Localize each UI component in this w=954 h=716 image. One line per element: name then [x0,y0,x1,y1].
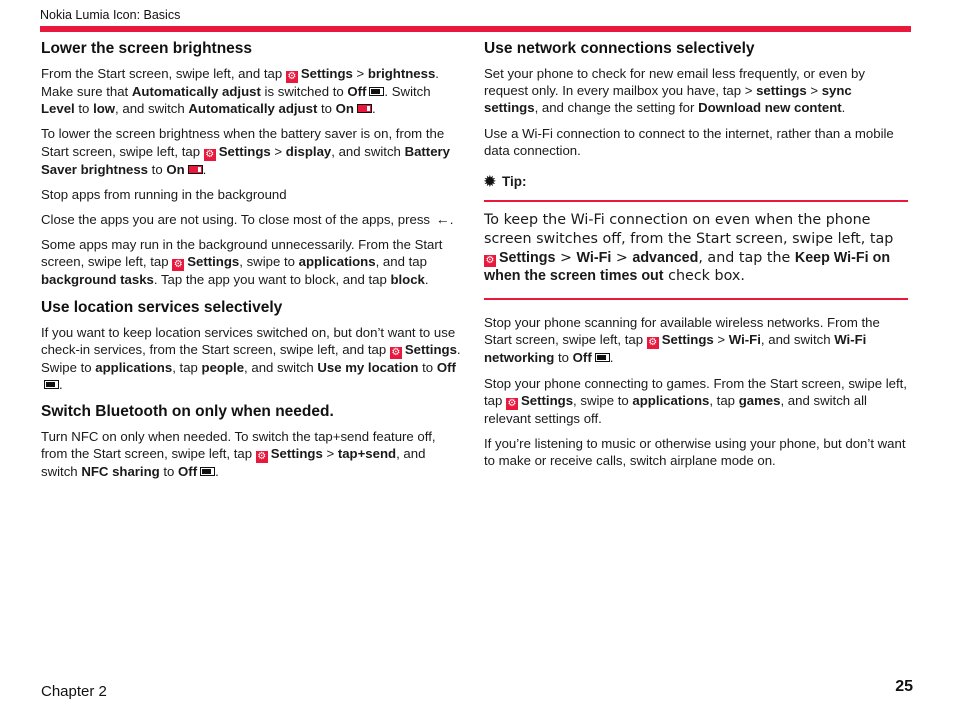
section-bluetooth [41,403,465,480]
paragraph: Turn NFC on only when needed. To switch the tap+send feature off, from the Start screen, swipe left, tap ⚙ Settings > tap+send, and switch NFC sharing to Off . [41,429,436,480]
gear-icon: ⚙ [257,451,267,463]
lightbulb-icon: ✹ [484,173,496,190]
toggle-on-icon [357,104,372,113]
gear-icon: ⚙ [391,346,401,358]
paragraph: Stop your phone scanning for available wireless networks. From the Start screen, swipe left, tap ⚙ Settings > Wi-Fi, and switch Wi-Fi networking to Off . [484,315,880,366]
paragraph: If you’re listening to music or otherwise using your phone, but don’t want to make or receive calls, switch airplane mode on. [484,436,906,469]
section-brightness [41,40,465,289]
gear-icon: ⚙ [287,71,297,82]
tip-text: To keep the Wi-Fi connection on even when the phone screen switches off, from the Start screen, swipe left, tap ⚙ Settings > Wi-Fi > advanced, and tap the Keep Wi-Fi on when the screen times out check box. [484,212,894,285]
toggle-off-icon [200,467,215,476]
section-scan [484,314,908,469]
gear-icon: ⚙ [485,254,495,266]
header-rule [40,26,911,32]
paragraph: From the Start screen, swipe left, and tap ⚙ Settings > brightness. Make sure that Automatically adjust is switched to Off . Switch Level to low, and switch Automatically adjust to On . [41,66,439,117]
gear-icon: ⚙ [205,148,215,160]
page-number: 25 [895,678,913,695]
paragraph: Set your phone to check for new email less frequently, or even by request only. In every mailbox you have, tap > settings > sync settings, and change the setting for Download new content. [484,66,865,116]
gear-icon: ⚙ [507,397,517,409]
toggle-on-icon [188,165,203,174]
section-heading: Use network connections selectively [484,40,755,57]
section-network [484,40,908,159]
header-title: Nokia Lumia Icon: Basics [40,8,181,22]
paragraph: Stop apps from running in the background [41,186,287,202]
left-column [41,40,465,489]
tip-box [484,200,908,300]
paragraph: Stop your phone connecting to games. From the Start screen, swipe left, tap ⚙ Settings, swipe to applications, tap games, and switch all relevant settings off. [484,375,907,426]
paragraph: Some apps may run in the background unnecessarily. From the Start screen, swipe left, tap ⚙ Settings, swipe to applications, and tap background tasks. Tap the app you want to block, and tap block. [41,237,443,288]
section-heading: Switch Bluetooth on only when needed. [41,403,334,421]
paragraph: To lower the screen brightness when the battery saver is on, from the Start screen, swipe left, tap ⚙ Settings > display, and switch Battery Saver brightness to On . [41,126,451,177]
paragraph: Close the apps you are not using. To close most of the apps, press ←. [41,211,454,228]
toggle-off-icon [595,353,610,362]
toggle-off-icon [369,87,384,96]
section-heading: Use location services selectively [41,298,283,316]
right-column [484,40,908,477]
gear-icon: ⚙ [173,259,183,271]
toggle-off-icon [44,380,59,389]
tip-heading: ✹ Tip: [484,173,527,190]
gear-icon: ⚙ [648,337,658,349]
section-heading: Lower the screen brightness [41,40,253,57]
paragraph: Use a Wi-Fi connection to connect to the internet, rather than a mobile data connection. [484,125,894,158]
footer-chapter: Chapter 2 [41,683,107,700]
paragraph: If you want to keep location services switched on, but don’t want to use check-in services, from the Start screen, swipe left, and tap ⚙ Settings. Swipe to applications, tap people, and switch Use my location to Off. [41,324,461,393]
section-location [41,299,465,394]
back-arrow-icon: ← [435,211,450,228]
